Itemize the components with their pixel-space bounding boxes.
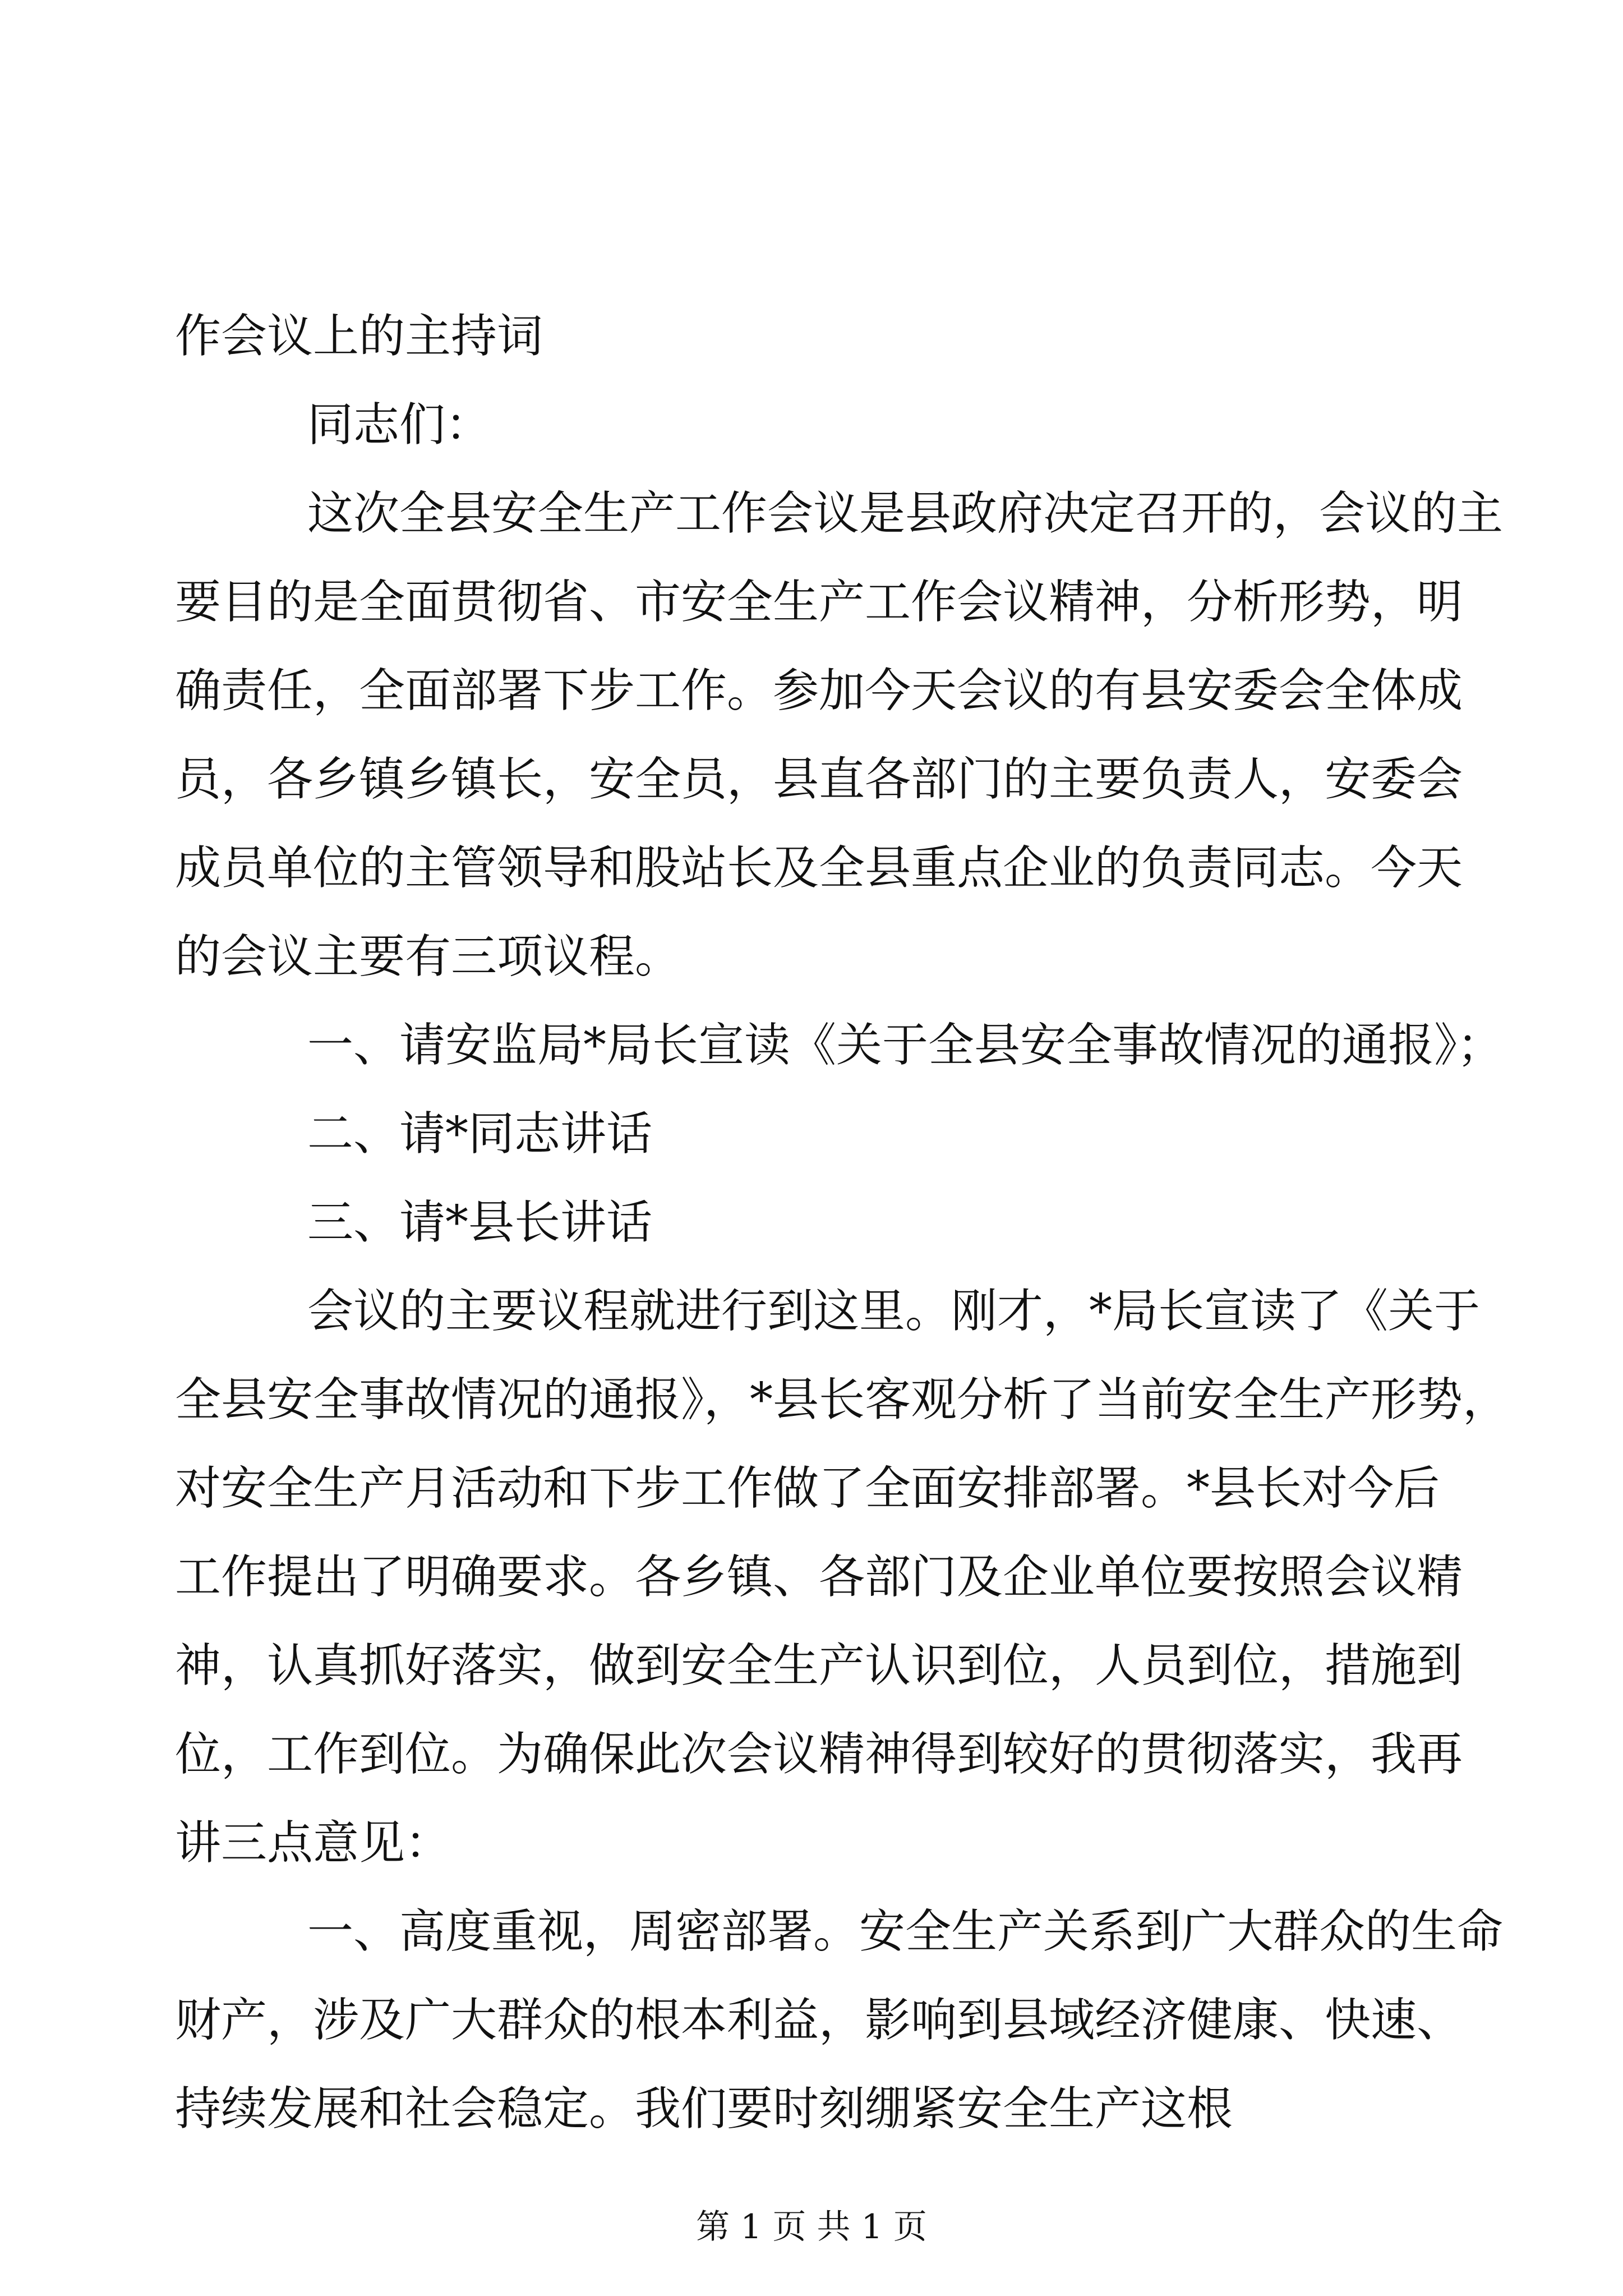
paragraph-line: 一、高度重视，周密部署。安全生产关系到广大群众的生命 xyxy=(307,1905,1504,1958)
paragraph-line: 员，各乡镇乡镇长，安全员，县直各部门的主要负责人，安委会 xyxy=(175,753,1463,806)
salutation: 同志们： xyxy=(307,398,492,452)
paragraph-line: 神，认真抓好落实，做到安全生产认识到位，人员到位，措施到 xyxy=(175,1639,1463,1692)
paragraph-line: 讲三点意见： xyxy=(175,1816,451,1870)
paragraph-line: 会议的主要议程就进行到这里。刚才，*局长宣读了《关于 xyxy=(307,1285,1481,1338)
paragraph-line: 要目的是全面贯彻省、市安全生产工作会议精神，分析形势，明 xyxy=(175,576,1463,629)
paragraph-line: 的会议主要有三项议程。 xyxy=(175,930,681,983)
paragraph-line: 财产，涉及广大群众的根本利益，影响到县域经济健康、快速、 xyxy=(175,1994,1463,2047)
title-line: 作会议上的主持词 xyxy=(175,310,543,363)
paragraph-line: 对安全生产月活动和下步工作做了全面安排部署。*县长对今后 xyxy=(175,1462,1440,1515)
page-footer: 第 1 页 共 1 页 xyxy=(696,2207,927,2247)
paragraph-line: 持续发展和社会稳定。我们要时刻绷紧安全生产这根 xyxy=(175,2082,1233,2136)
agenda-item-2: 二、请*同志讲话 xyxy=(307,1107,653,1161)
paragraph-line: 全县安全事故情况的通报》，*县长客观分析了当前安全生产形势， xyxy=(175,1373,1509,1427)
paragraph-line: 工作提出了明确要求。各乡镇、各部门及企业单位要按照会议精 xyxy=(175,1550,1463,1604)
agenda-item-3: 三、请*县长讲话 xyxy=(307,1196,653,1249)
paragraph-line: 成员单位的主管领导和股站长及全县重点企业的负责同志。今天 xyxy=(175,841,1463,895)
paragraph-line: 确责任，全面部署下步工作。参加今天会议的有县安委会全体成 xyxy=(175,664,1463,717)
paragraph-line: 这次全县安全生产工作会议是县政府决定召开的，会议的主 xyxy=(307,487,1504,540)
agenda-item-1: 一、请安监局*局长宣读《关于全县安全事故情况的通报》； xyxy=(307,1019,1504,1072)
paragraph-line: 位，工作到位。为确保此次会议精神得到较好的贯彻落实，我再 xyxy=(175,1728,1463,1781)
